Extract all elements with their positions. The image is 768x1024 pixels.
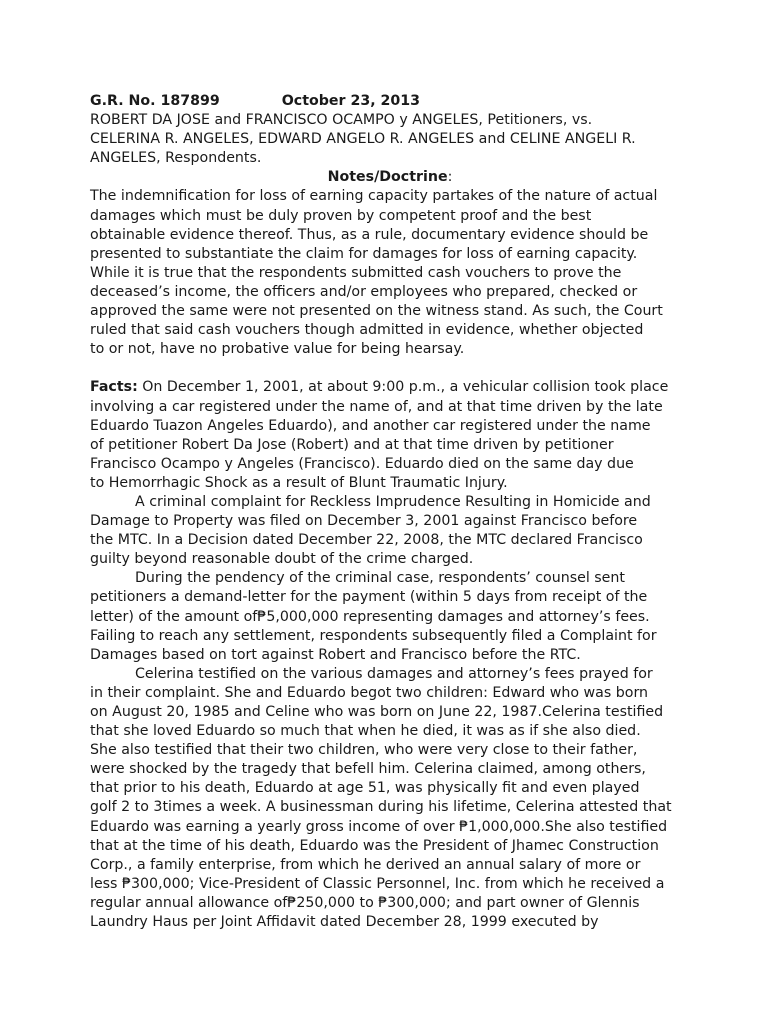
facts-line: involving a car registered under the name of, and at that time driven by the late	[90, 398, 663, 415]
notes-line: to or not, have no probative value for being hearsay.	[90, 341, 465, 358]
facts-line: that she loved Eduardo so much that when he died, it was as if she also died.	[90, 723, 641, 740]
facts-label: Facts:	[90, 379, 138, 396]
document-page	[90, 92, 690, 932]
gr-number: G.R. No. 187899	[90, 93, 220, 109]
paragraph-gap	[90, 359, 690, 378]
facts-line: regular annual allowance of₱250,000 to ₱300,000; and part owner of Glennis	[90, 894, 640, 911]
facts-line: to Hemorrhagic Shock as a result of Blunt Traumatic Injury.	[90, 474, 508, 491]
facts-line: During the pendency of the criminal case, respondents’ counsel sent	[135, 570, 625, 587]
facts-line: Eduardo was earning a yearly gross income of over ₱1,000,000.She also testified	[90, 818, 668, 835]
parties-line: CELERINA R. ANGELES, EDWARD ANGELO R. ANGELES and CELINE ANGELI R.	[90, 131, 636, 148]
facts-line: in their complaint. She and Eduardo begot two children: Edward who was born	[90, 684, 649, 701]
notes-line: damages which must be duly proven by competent proof and the best	[90, 207, 592, 224]
facts-line: that at the time of his death, Eduardo was the President of Jhamec Construction	[90, 837, 659, 854]
facts-line: golf 2 to 3times a week. A businessman during his lifetime, Celerina attested that	[90, 799, 672, 816]
parties-line: ROBERT DA JOSE and FRANCISCO OCAMPO y ANGELES, Petitioners, vs.	[90, 112, 593, 129]
facts-line: Celerina testified on the various damages and attorney’s fees prayed for	[135, 665, 653, 682]
facts-line: Failing to reach any settlement, respondents subsequently filed a Complaint for	[90, 627, 657, 644]
parties-line: ANGELES, Respondents.	[90, 150, 262, 167]
case-date: October 23, 2013	[281, 93, 421, 109]
facts-line: Damages based on tort against Robert and Francisco before the RTC.	[90, 646, 581, 663]
facts-line: Laundry Haus per Joint Affidavit dated December 28, 1999 executed by	[90, 914, 599, 931]
parties-block	[90, 111, 690, 168]
notes-line: The indemnification for loss of earning capacity partakes of the nature of actual	[90, 188, 658, 205]
facts-line: She also testified that their two children, who were very close to their father,	[90, 742, 638, 759]
notes-heading: Notes/Doctrine:	[327, 169, 453, 186]
facts-line: less ₱300,000; Vice-President of Classic Personnel, Inc. from which he received a	[90, 875, 665, 892]
case-header	[90, 92, 690, 111]
facts-line: Eduardo Tuazon Angeles Eduardo), and another car registered under the name	[90, 417, 651, 434]
facts-section	[90, 378, 690, 932]
notes-line: presented to substantiate the claim for damages for loss of earning capacity.	[90, 245, 638, 262]
notes-line: deceased’s income, the officers and/or employees who prepared, checked or	[90, 283, 638, 300]
facts-first-line: Facts: On December 1, 2001, at about 9:00 p.m., a vehicular collision took place	[90, 379, 669, 396]
notes-paragraph	[90, 187, 690, 359]
facts-line: on August 20, 1985 and Celine who was born on June 22, 1987.Celerina testified	[90, 704, 664, 720]
facts-line: guilty beyond reasonable doubt of the crime charged.	[90, 551, 474, 568]
facts-line: letter) of the amount of₱5,000,000 representing damages and attorney’s fees.	[90, 608, 650, 625]
facts-line: petitioners a demand-letter for the payment (within 5 days from receipt of the	[90, 589, 648, 606]
facts-line: Corp., a family enterprise, from which he derived an annual salary of more or	[90, 856, 641, 873]
facts-line: that prior to his death, Eduardo at age 51, was physically fit and even played	[90, 780, 640, 797]
notes-line: approved the same were not presented on the witness stand. As such, the Court	[90, 303, 663, 320]
notes-line: ruled that said cash vouchers though admitted in evidence, whether objected	[90, 322, 644, 339]
facts-line: A criminal complaint for Reckless Imprudence Resulting in Homicide and	[135, 493, 651, 510]
notes-line: obtainable evidence thereof. Thus, as a rule, documentary evidence should be	[90, 226, 649, 243]
facts-line: the MTC. In a Decision dated December 22, 2008, the MTC declared Francisco	[90, 532, 643, 549]
facts-line: of petitioner Robert Da Jose (Robert) and at that time driven by petitioner	[90, 436, 614, 453]
facts-line: Francisco Ocampo y Angeles (Francisco). Eduardo died on the same day due	[90, 455, 634, 472]
facts-line: were shocked by the tragedy that befell him. Celerina claimed, among others,	[90, 761, 646, 778]
facts-line: Damage to Property was filed on December 3, 2001 against Francisco before	[90, 513, 638, 530]
notes-line: While it is true that the respondents submitted cash vouchers to prove the	[90, 264, 622, 281]
